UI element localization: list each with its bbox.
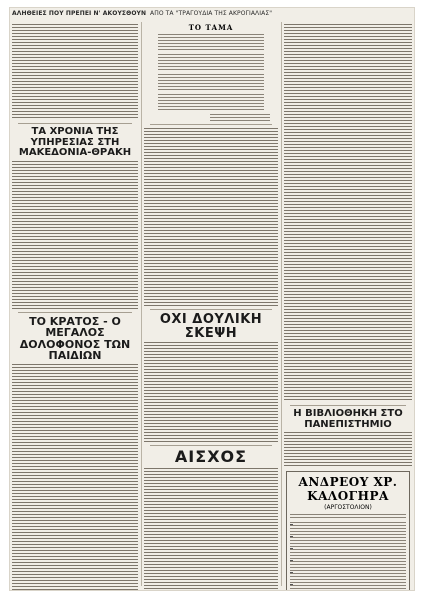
header-left-title: ΑΛΗΘΕΙΕΣ ΠΟΥ ΠΡΕΠΕΙ Ν' ΑΚΟΥΣΘΟΥΝ	[12, 10, 147, 17]
column-divider	[141, 22, 142, 586]
article-body	[12, 364, 138, 590]
divider	[150, 445, 272, 446]
divider	[150, 309, 272, 310]
poem-body	[158, 34, 264, 112]
header-section-title: ΑΠΟ ΤΑ "ΤΡΑΓΟΥΔΙΑ ΤΗΣ ΑΚΡΟΓΙΑΛΙΑΣ"	[150, 10, 273, 17]
article-body	[144, 128, 278, 306]
headline-state: ΤΟ ΚΡΑΤΟΣ - Ο ΜΕΓΑΛΟΣ ΔΟΛΟΦΟΝΟΣ ΤΩΝ ΠΑΙΔΙΩΝ	[19, 314, 131, 363]
headline-shame: ΑΙΣΧΟΣ	[174, 447, 248, 467]
article-body	[12, 161, 138, 309]
advertisement	[286, 471, 410, 590]
divider	[18, 312, 132, 313]
article-body	[284, 24, 412, 402]
newspaper-page	[10, 8, 414, 590]
headline-slave-thought: ΟΧΙ ΔΟΥΛΙΚΗ ΣΚΕΨΗ	[159, 312, 263, 341]
divider	[18, 123, 132, 124]
ad-tagline	[290, 514, 406, 520]
article-body	[144, 342, 278, 442]
column-middle	[144, 22, 278, 590]
ad-subtitle: (ΑΡΓΟΣΤΟΛΙΟΝ)	[324, 504, 372, 511]
poem-signature	[152, 114, 270, 121]
page-header	[10, 8, 414, 20]
ad-title: ΑΝΔΡΕΟΥ ΧΡ. ΚΑΛΟΓΗΡΑ	[298, 475, 398, 503]
headline-library: Η ΒΙΒΛΙΟΘΗΚΗ ΣΤΟ ΠΑΝΕΠΙΣΤΗΜΙΟ	[293, 408, 403, 430]
article-body	[144, 468, 278, 590]
divider	[290, 405, 406, 406]
article-body	[12, 24, 138, 120]
column-left	[12, 22, 138, 590]
column-divider	[281, 22, 282, 586]
article-body	[284, 432, 412, 468]
poem-title: ΤΟ ΤΑΜΑ	[188, 23, 234, 32]
headline-services: ΤΑ ΧΡΟΝΙΑ ΤΗΣ ΥΠΗΡΕΣΙΑΣ ΣΤΗ ΜΑΚΕΔΟΝΙΑ-ΘΡΑΚΗ	[18, 126, 132, 158]
column-right	[284, 22, 412, 590]
divider	[150, 124, 272, 125]
